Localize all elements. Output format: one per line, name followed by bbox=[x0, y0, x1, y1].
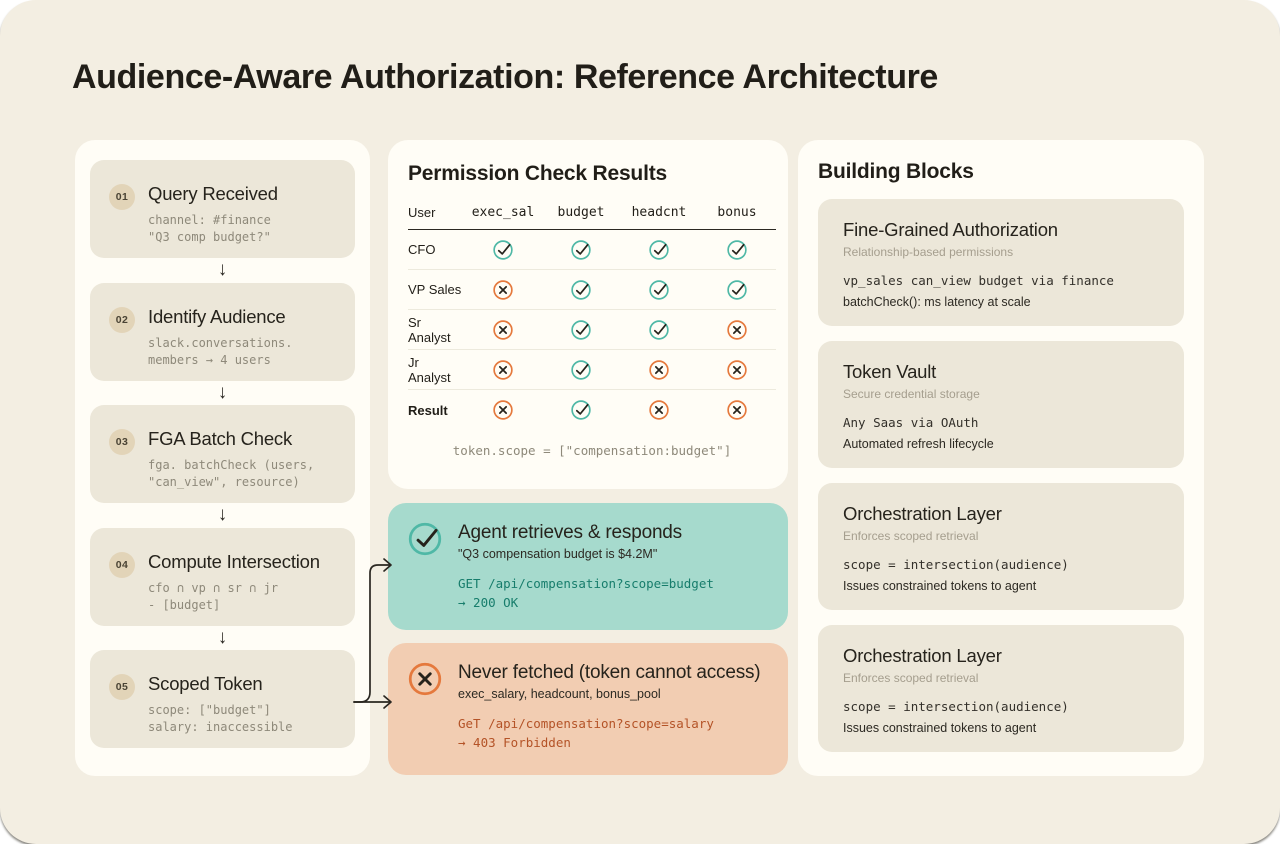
table-row bbox=[408, 390, 776, 430]
token-scope-code: token.scope = ["compensation:budget"] bbox=[452, 443, 732, 458]
block-title: Orchestration Layer bbox=[843, 645, 1002, 666]
row-label: Sr Analyst bbox=[408, 314, 451, 345]
table-header-cell: User bbox=[408, 205, 436, 220]
check-icon bbox=[569, 398, 593, 422]
branch-connector-arrows bbox=[350, 555, 402, 713]
flow-step-card bbox=[90, 528, 355, 626]
step-code: slack.conversations. members → 4 users bbox=[148, 335, 293, 367]
check-icon bbox=[405, 519, 445, 564]
check-icon bbox=[569, 238, 593, 262]
table-header-cell: headcnt bbox=[631, 205, 687, 220]
step-number-badge: 01 bbox=[109, 184, 135, 210]
check-icon bbox=[569, 358, 593, 382]
outcome-code bbox=[458, 574, 770, 612]
table-row bbox=[408, 230, 776, 270]
check-icon bbox=[405, 519, 445, 559]
step-code: fga. batchCheck (users, "can_view", resource) bbox=[148, 458, 315, 489]
flow-step-card bbox=[90, 160, 355, 258]
down-arrow-icon: ↓ bbox=[217, 381, 228, 403]
permission-cell bbox=[620, 398, 698, 422]
permission-cell bbox=[698, 398, 776, 422]
outcome-code bbox=[458, 714, 770, 752]
block-title: Orchestration Layer bbox=[843, 503, 1002, 524]
outcome-failure-card bbox=[388, 643, 788, 775]
step-title: Query Received bbox=[148, 183, 278, 204]
down-arrow-icon: ↓ bbox=[217, 504, 228, 526]
permissions-panel bbox=[388, 140, 788, 489]
check-icon bbox=[725, 238, 749, 262]
table-row bbox=[408, 270, 776, 310]
step-code: cfo ∩ vp ∩ sr ∩ jr - [budget] bbox=[148, 580, 279, 612]
permission-cell bbox=[620, 358, 698, 382]
cross-icon bbox=[647, 398, 671, 422]
block-note: Automated refresh lifecycle bbox=[843, 437, 994, 451]
permission-cell bbox=[464, 278, 542, 302]
cross-icon bbox=[491, 398, 515, 422]
cross-icon bbox=[491, 318, 515, 342]
block-subtitle: Enforces scoped retrieval bbox=[843, 671, 979, 685]
block-subtitle: Enforces scoped retrieval bbox=[843, 529, 979, 543]
table-header-cell: bonus bbox=[717, 205, 757, 220]
building-block-card bbox=[818, 199, 1184, 326]
step-number-badge: 03 bbox=[109, 429, 135, 455]
flow-panel bbox=[75, 140, 370, 776]
block-code: vp_sales can_view budget via finance bbox=[843, 273, 1114, 288]
flow-step-card bbox=[90, 405, 355, 503]
step-code: channel: #finance "Q3 comp budget?" bbox=[148, 213, 271, 244]
permission-cell bbox=[542, 358, 620, 382]
down-arrow-icon: ↓ bbox=[217, 259, 228, 281]
check-icon bbox=[647, 318, 671, 342]
building-block-card bbox=[818, 341, 1184, 468]
cross-icon bbox=[725, 318, 749, 342]
cross-icon bbox=[491, 278, 515, 302]
flow-step-card bbox=[90, 283, 355, 381]
permission-cell bbox=[698, 238, 776, 262]
page-title: Audience-Aware Authorization: Reference Architecture bbox=[72, 58, 938, 96]
permissions-title: Permission Check Results bbox=[408, 162, 667, 185]
check-icon bbox=[569, 318, 593, 342]
permission-cell bbox=[464, 398, 542, 422]
permission-cell bbox=[542, 238, 620, 262]
permission-cell bbox=[464, 358, 542, 382]
cross-icon bbox=[725, 358, 749, 382]
block-title: Fine-Grained Authorization bbox=[843, 219, 1058, 240]
check-icon bbox=[725, 278, 749, 302]
step-title: FGA Batch Check bbox=[148, 428, 293, 449]
table-row bbox=[408, 310, 776, 350]
permission-cell bbox=[620, 318, 698, 342]
check-icon bbox=[647, 278, 671, 302]
row-label: VP Sales bbox=[408, 282, 462, 297]
block-subtitle: Secure credential storage bbox=[843, 387, 980, 401]
block-title: Token Vault bbox=[843, 361, 937, 382]
permission-cell bbox=[698, 278, 776, 302]
permission-cell bbox=[542, 318, 620, 342]
check-icon bbox=[491, 238, 515, 262]
block-note: Issues constrained tokens to agent bbox=[843, 721, 1037, 735]
step-number-badge: 02 bbox=[109, 307, 135, 333]
response-line: → 403 Forbidden bbox=[458, 735, 571, 750]
outcome-success-card bbox=[388, 503, 788, 630]
block-subtitle: Relationship-based permissions bbox=[843, 245, 1014, 259]
row-label: Result bbox=[408, 402, 448, 418]
permission-cell bbox=[620, 278, 698, 302]
table-header-cell: budget bbox=[557, 205, 605, 220]
flow-steps bbox=[90, 160, 355, 748]
step-number-badge: 04 bbox=[109, 552, 135, 578]
building-block-card bbox=[818, 483, 1184, 610]
request-line: GET /api/compensation?scope=budget bbox=[458, 576, 714, 591]
table-header-row bbox=[408, 205, 776, 230]
building-blocks-list bbox=[818, 199, 1184, 752]
flow-step-card bbox=[90, 650, 355, 748]
step-title: Compute Intersection bbox=[148, 550, 320, 572]
block-code: scope = intersection(audience) bbox=[843, 557, 1069, 572]
building-blocks-title: Building Blocks bbox=[818, 160, 974, 183]
permission-cell bbox=[620, 238, 698, 262]
block-code: scope = intersection(audience) bbox=[843, 699, 1069, 714]
request-line: GeT /api/compensation?scope=salary bbox=[458, 716, 714, 731]
outcome-title: Agent retrieves & responds bbox=[458, 522, 682, 543]
response-line: → 200 OK bbox=[458, 595, 519, 610]
cross-icon bbox=[725, 398, 749, 422]
cross-icon bbox=[491, 358, 515, 382]
cross-icon bbox=[647, 358, 671, 382]
outcome-subtitle: "Q3 compensation budget is $4.2M" bbox=[458, 547, 658, 561]
block-note: batchCheck(): ms latency at scale bbox=[843, 295, 1031, 309]
building-block-card bbox=[818, 625, 1184, 752]
outcome-subtitle: exec_salary, headcount, bonus_pool bbox=[458, 687, 661, 701]
permission-cell bbox=[542, 278, 620, 302]
permission-cell bbox=[464, 318, 542, 342]
step-number-badge: 05 bbox=[109, 674, 135, 700]
step-code: scope: ["budget"] salary: inaccessible bbox=[148, 703, 293, 734]
step-title: Identify Audience bbox=[148, 305, 286, 327]
row-label: CFO bbox=[408, 242, 436, 257]
check-icon bbox=[647, 238, 671, 262]
check-icon bbox=[569, 278, 593, 302]
permission-cell bbox=[698, 318, 776, 342]
cross-icon bbox=[405, 659, 445, 704]
permission-cell bbox=[464, 238, 542, 262]
permission-cell bbox=[542, 398, 620, 422]
block-note: Issues constrained tokens to agent bbox=[843, 579, 1037, 593]
step-title: Scoped Token bbox=[148, 673, 263, 694]
down-arrow-icon: ↓ bbox=[217, 626, 228, 648]
row-label: Jr Analyst bbox=[408, 354, 451, 385]
building-blocks-panel bbox=[798, 140, 1204, 776]
cross-icon bbox=[405, 659, 445, 699]
table-header-cell: exec_sal bbox=[471, 205, 535, 220]
block-code: Any Saas via OAuth bbox=[843, 415, 979, 430]
table-row bbox=[408, 350, 776, 390]
permission-cell bbox=[698, 358, 776, 382]
permission-table bbox=[408, 230, 776, 430]
outcome-title: Never fetched (token cannot access) bbox=[458, 662, 761, 683]
